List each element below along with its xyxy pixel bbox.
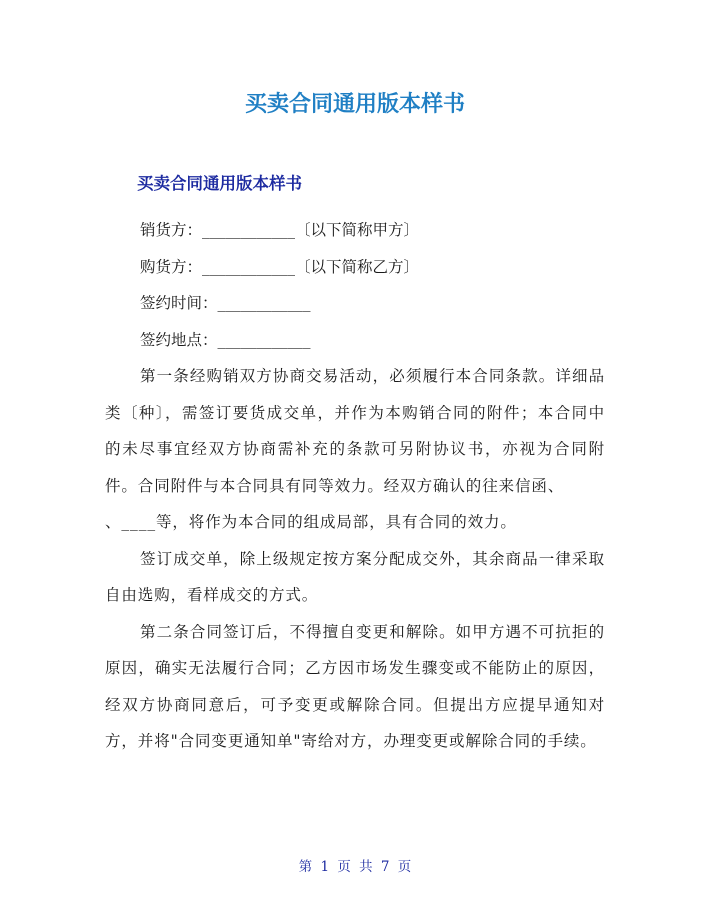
article-2-paragraph: 第二条合同签订后，不得擅自变更和解除。如甲方遇不可抗拒的原因，确实无法履行合同；乙方因市场发生骤变或不能防止的原因，经双方协商同意后，可予变更或解除合同。但提出方应提早通知对方，并将"合同变更通知单"寄给对方，办理变更或解除合同的手续。: [105, 622, 605, 750]
buyer-field: 购货方：____________〔以下简称乙方〕: [140, 257, 420, 276]
seller-field: 销货方：____________〔以下简称甲方〕: [140, 221, 420, 239]
signing-place-field: 签约地点：____________: [140, 330, 311, 349]
page-title: 买卖合同通用版本样书: [244, 92, 465, 117]
page-number: 第 1 页 共 7 页: [298, 859, 412, 875]
article-1-paragraph: 第一条经购销双方协商交易活动，必须履行本合同条款。详细品类〔种〕，需签订要货成交单，并作为本购销合同的附件；本合同中的未尽事宜经双方协商需补充的条款可另附协议书，亦视为合同附件。合同附件与本合同具有同等效力。经双方确认的往来信函、: [105, 367, 605, 495]
section-heading: 买卖合同通用版本样书: [137, 174, 302, 193]
signing-time-field: 签约时间：____________: [140, 294, 311, 312]
document-body: [105, 212, 605, 760]
attachment-paragraph: 、____等，将作为本合同的组成局部，具有合同的效力。: [105, 513, 517, 531]
transaction-paragraph: 签订成交单，除上级规定按方案分配成交外，其余商品一律采取自由选购，看样成交的方式。: [105, 549, 605, 604]
